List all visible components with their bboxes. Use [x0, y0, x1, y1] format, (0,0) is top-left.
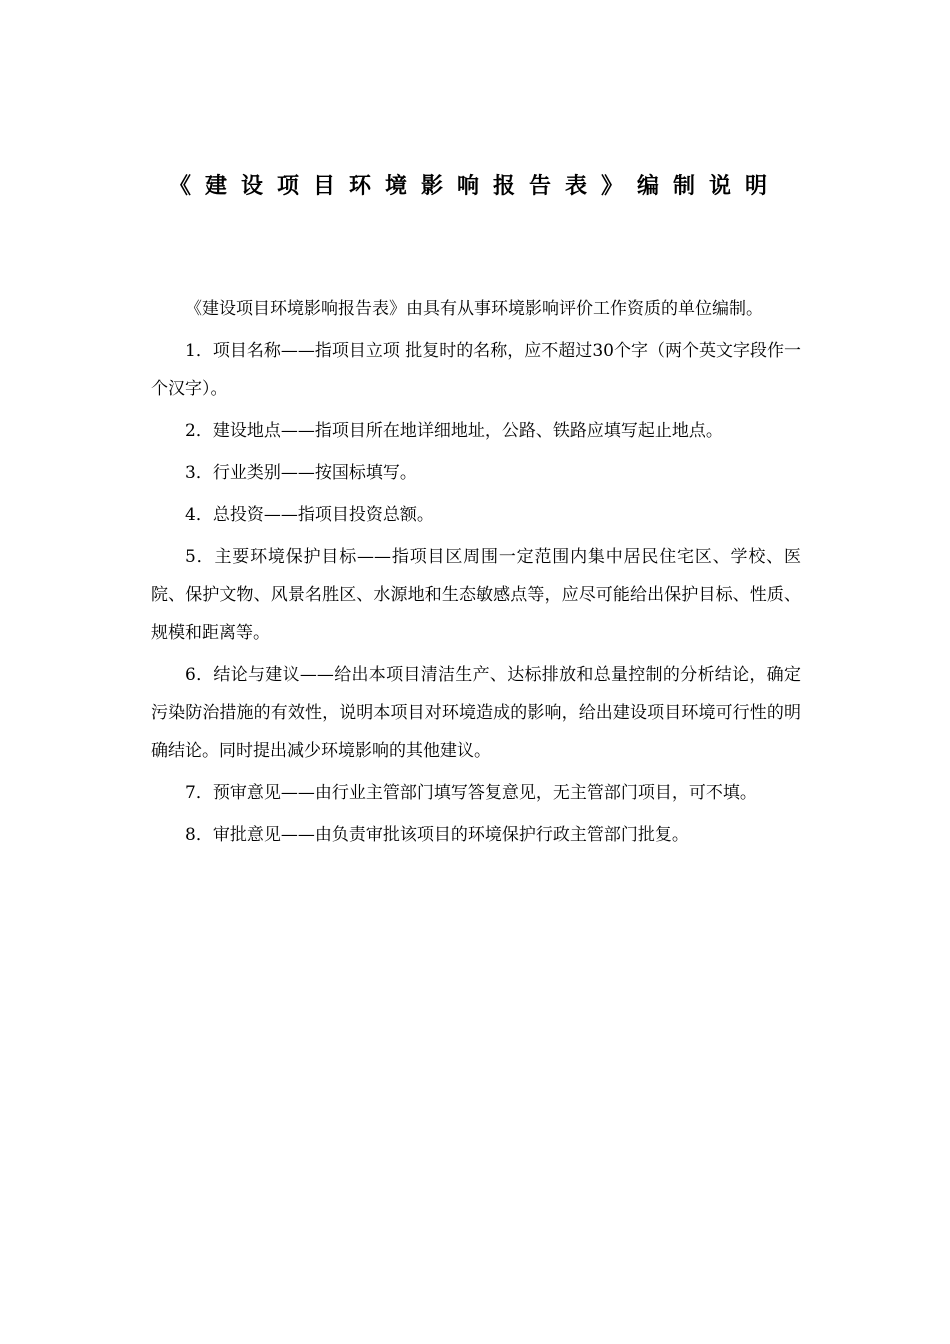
document-title: 《建设项目环境影响报告表》编制说明 [168, 173, 781, 199]
item-approval-opinion: 8．审批意见——由负责审批该项目的环境保护行政主管部门批复。 [185, 825, 689, 845]
item-total-investment: 4．总投资——指项目投资总额。 [185, 505, 434, 525]
item-industry-category: 3．行业类别——按国标填写。 [185, 463, 417, 483]
item-construction-site: 2．建设地点——指项目所在地详细地址，公路、铁路应填写起止地点。 [185, 421, 723, 441]
item-pre-review-opinion: 7．预审意见——由行业主管部门填写答复意见，无主管部门项目，可不填。 [185, 783, 757, 803]
intro-paragraph: 《建设项目环境影响报告表》由具有从事环境影响评价工作资质的单位编制。 [185, 299, 763, 319]
item-project-name: 1．项目名称——指项目立项 批复时的名称，应不超过30个字（两个英文字段作一个汉字）。 [151, 341, 801, 399]
item-conclusions: 6．结论与建议——给出本项目清洁生产、达标排放和总量控制的分析结论，确定污染防治措施的有效性，说明本项目对环境造成的影响，给出建设项目环境可行性的明确结论。同时提出减少环境影响的其他建议。 [151, 665, 801, 761]
document-body [151, 290, 801, 854]
item-protection-targets: 5．主要环境保护目标——指项目区周围一定范围内集中居民住宅区、学校、医院、保护文物、风景名胜区、水源地和生态敏感点等，应尽可能给出保护目标、性质、规模和距离等。 [151, 547, 801, 643]
